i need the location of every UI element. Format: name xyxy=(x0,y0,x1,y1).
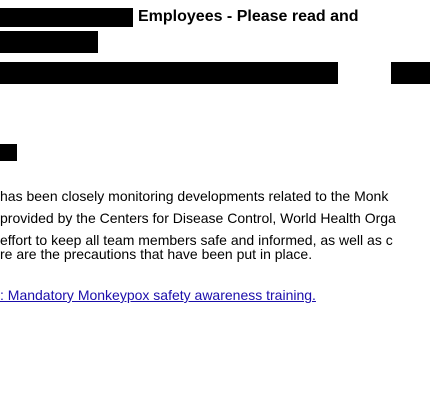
redacted-block-subject-line2 xyxy=(0,31,98,53)
redacted-block-subject-prefix xyxy=(0,8,133,27)
email-subject: Employees - Please read and xyxy=(138,8,359,25)
redacted-block-sender xyxy=(0,62,338,84)
body-line-4: re are the precautions that have been put in place. xyxy=(0,246,313,262)
redacted-block-greeting xyxy=(0,144,17,161)
training-link[interactable]: : Mandatory Monkeypox safety awareness training. xyxy=(0,287,316,303)
body-line-2: provided by the Centers for Disease Control, World Health Orga xyxy=(0,210,396,226)
body-line-1: has been closely monitoring developments related to the Monk xyxy=(0,188,389,204)
body-line-3: effort to keep all team members safe and informed, as well as c xyxy=(0,232,393,248)
redacted-block-date xyxy=(391,62,430,84)
